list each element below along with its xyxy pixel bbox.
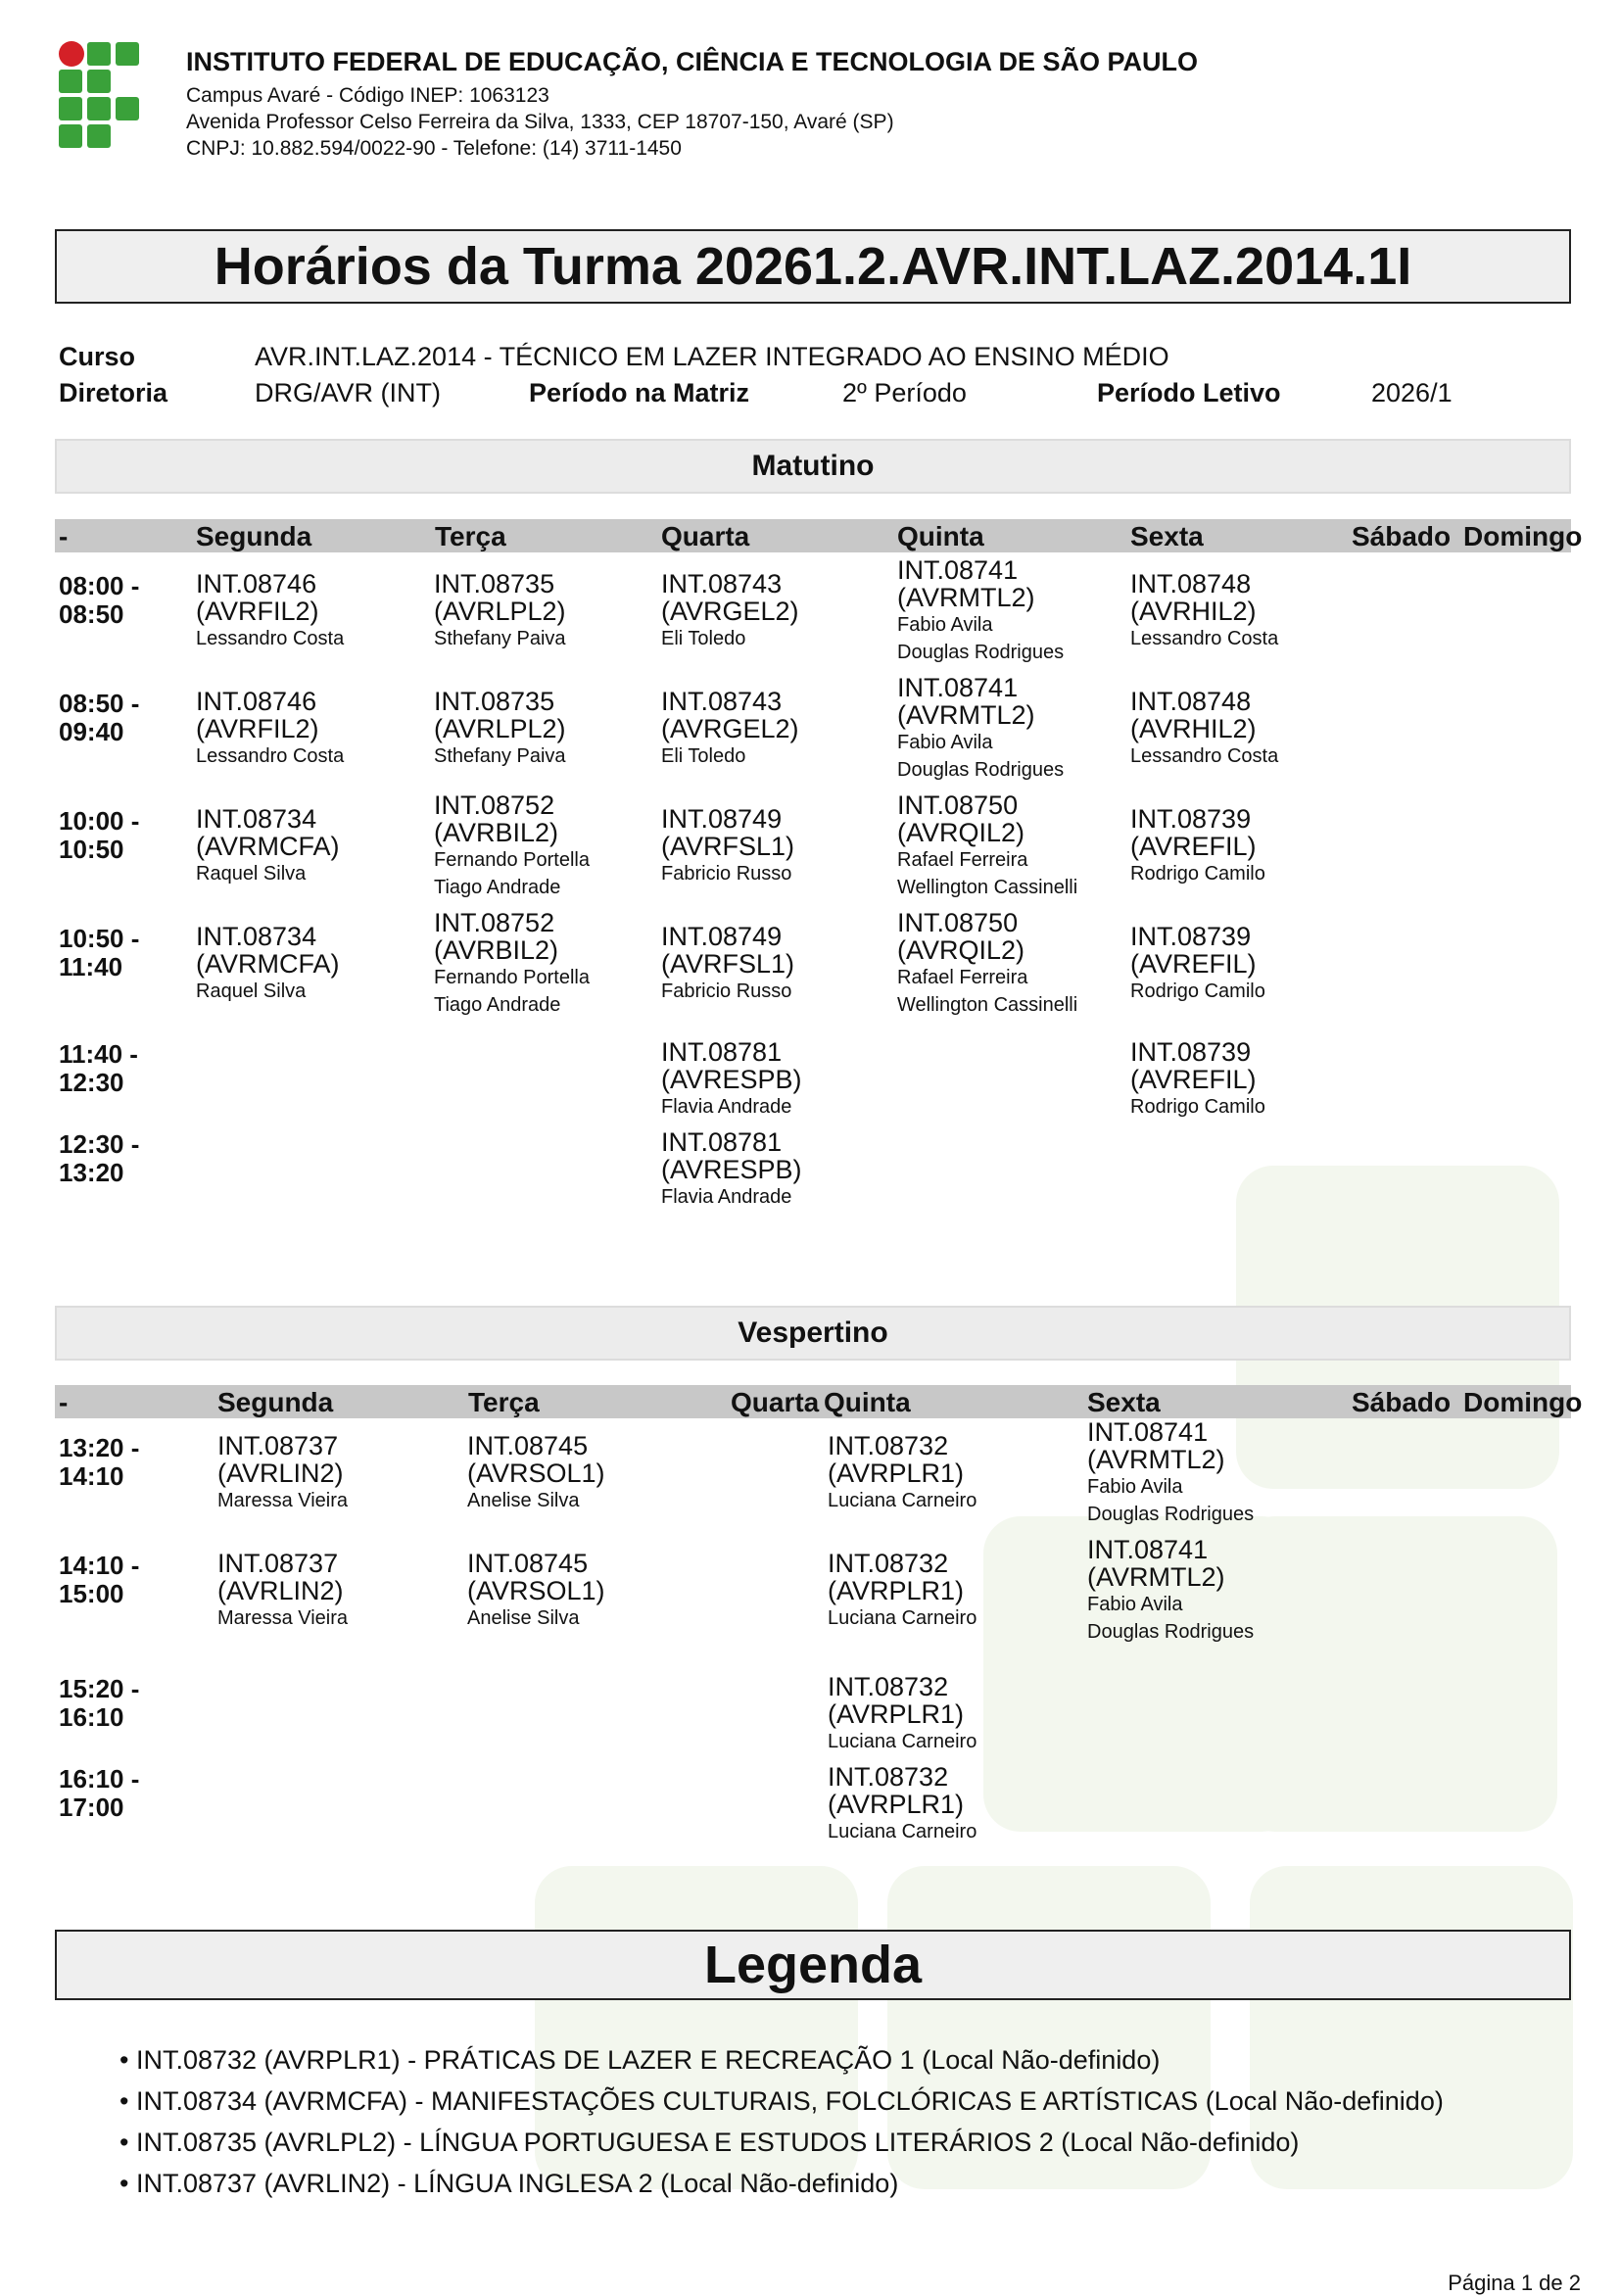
class-subject-code: (AVRPLR1) — [828, 1459, 965, 1488]
class-cell — [434, 909, 590, 1019]
teacher-name: Flavia Andrade — [661, 1096, 792, 1118]
class-code: INT.08743 — [661, 687, 783, 716]
class-code: INT.08741 — [897, 673, 1019, 702]
time-slot-line: 10:50 - — [59, 924, 140, 953]
page-title: Horários da Turma 20261.2.AVR.INT.LAZ.2014.1I — [214, 237, 1412, 296]
class-cell — [828, 1550, 977, 1632]
time-slot-line: 11:40 — [59, 952, 123, 981]
teacher-name: Raquel Silva — [196, 863, 307, 885]
class-cell — [661, 805, 794, 887]
class-cell — [217, 1432, 348, 1514]
header-sexta: Sexta — [1130, 521, 1204, 551]
institution-header — [186, 47, 1198, 162]
periodo-letivo-label: Período Letivo — [1097, 378, 1281, 407]
time-slot — [59, 807, 139, 864]
teacher-name: Maressa Vieira — [217, 1490, 349, 1511]
class-cell — [828, 1673, 977, 1755]
time-slot-line: 10:50 — [59, 835, 124, 864]
class-code: INT.08752 — [434, 790, 555, 820]
header-dash: - — [59, 1387, 69, 1417]
class-cell — [434, 570, 566, 652]
teacher-name: Rafael Ferreira — [897, 849, 1028, 871]
class-cell — [1130, 1038, 1265, 1121]
class-subject-code: (AVRESPB) — [661, 1065, 802, 1094]
class-subject-code: (AVRLIN2) — [217, 1459, 344, 1488]
time-slot — [59, 572, 139, 629]
time-slot — [59, 690, 139, 746]
class-subject-code: (AVRLPL2) — [434, 597, 566, 626]
curso-value: AVR.INT.LAZ.2014 - TÉCNICO EM LAZER INTEGRADO AO ENSINO MÉDIO — [255, 342, 1169, 371]
class-cell — [196, 923, 340, 1005]
teacher-name: Rodrigo Camilo — [1130, 1096, 1265, 1118]
time-slot — [59, 925, 139, 981]
time-slot — [59, 1765, 139, 1822]
class-subject-code: (AVRHIL2) — [1130, 597, 1257, 626]
legend-box — [55, 1930, 1571, 2000]
teacher-name: Raquel Silva — [196, 981, 307, 1002]
class-code: INT.08732 — [828, 1672, 949, 1701]
header-domingo: Domingo — [1463, 1387, 1583, 1417]
class-code: INT.08741 — [1087, 1417, 1209, 1447]
class-subject-code: (AVRBIL2) — [434, 818, 559, 847]
teacher-name: Luciana Carneiro — [828, 1731, 977, 1752]
teacher-name: Fabricio Russo — [661, 981, 792, 1002]
class-subject-code: (AVRQIL2) — [897, 935, 1025, 965]
teacher-name: Douglas Rodrigues — [1087, 1621, 1255, 1643]
class-cell — [1130, 805, 1265, 887]
class-code: INT.08781 — [661, 1127, 783, 1157]
class-cell — [1130, 923, 1265, 1005]
class-subject-code: (AVRSOL1) — [467, 1459, 605, 1488]
teacher-name: Luciana Carneiro — [828, 1607, 977, 1629]
teacher-name: Lessandro Costa — [196, 745, 345, 767]
class-code: INT.08781 — [661, 1037, 783, 1067]
teacher-name: Wellington Cassinelli — [897, 994, 1078, 1016]
class-subject-code: (AVRGEL2) — [661, 714, 799, 743]
teacher-name: Eli Toledo — [661, 628, 746, 649]
class-subject-code: (AVRLIN2) — [217, 1576, 344, 1605]
class-code: INT.08746 — [196, 569, 317, 598]
class-subject-code: (AVRPLR1) — [828, 1790, 965, 1819]
class-subject-code: (AVRFIL2) — [196, 714, 319, 743]
teacher-name: Anelise Silva — [467, 1490, 580, 1511]
class-cell — [1087, 1418, 1254, 1528]
class-code: INT.08749 — [661, 804, 783, 834]
class-code: INT.08746 — [196, 687, 317, 716]
time-slot — [59, 1040, 138, 1097]
class-cell — [661, 1038, 802, 1121]
class-subject-code: (AVRMTL2) — [897, 700, 1035, 730]
legend-title: Legenda — [703, 1936, 923, 1994]
header-segunda: Segunda — [196, 521, 312, 551]
class-cell — [196, 805, 340, 887]
time-slot — [59, 1130, 139, 1187]
class-code: INT.08739 — [1130, 922, 1252, 951]
class-cell — [217, 1550, 348, 1632]
time-slot-line: 12:30 - — [59, 1129, 140, 1159]
class-subject-code: (AVRMCFA) — [196, 832, 340, 861]
teacher-name: Fernando Portella — [434, 849, 590, 871]
time-slot-line: 16:10 — [59, 1702, 124, 1732]
teacher-name: Rafael Ferreira — [897, 967, 1028, 988]
teacher-name: Maressa Vieira — [217, 1607, 349, 1629]
time-slot-line: 13:20 — [59, 1158, 124, 1187]
class-code: INT.08735 — [434, 569, 555, 598]
class-code: INT.08745 — [467, 1431, 589, 1460]
time-slot-line: 13:20 - — [59, 1433, 140, 1462]
class-code: INT.08735 — [434, 687, 555, 716]
class-code: INT.08734 — [196, 804, 317, 834]
time-slot — [59, 1434, 139, 1491]
teacher-name: Flavia Andrade — [661, 1186, 792, 1208]
class-cell — [1087, 1536, 1254, 1646]
diretoria-label: Diretoria — [59, 378, 168, 407]
matutino-band — [55, 439, 1571, 494]
teacher-name: Fabio Avila — [1087, 1594, 1183, 1615]
class-cell — [897, 556, 1064, 666]
class-code: INT.08752 — [434, 908, 555, 937]
header-quarta: Quarta — [731, 1387, 820, 1417]
class-cell — [897, 909, 1077, 1019]
legend-item: • INT.08737 (AVRLIN2) - LÍNGUA INGLESA 2 (Local Não-definido) — [119, 2163, 1444, 2204]
time-slot-line: 08:00 - — [59, 571, 140, 600]
legend-list — [119, 2039, 1444, 2204]
class-cell — [828, 1763, 977, 1845]
teacher-name: Fabricio Russo — [661, 863, 792, 885]
class-cell — [434, 688, 566, 770]
class-code: INT.08739 — [1130, 804, 1252, 834]
teacher-name: Sthefany Paiva — [434, 745, 566, 767]
vespertino-band — [55, 1306, 1571, 1361]
header-quinta: Quinta — [897, 521, 984, 551]
header-terca: Terça — [435, 521, 506, 551]
class-subject-code: (AVRSOL1) — [467, 1576, 605, 1605]
class-subject-code: (AVREFIL) — [1130, 1065, 1257, 1094]
teacher-name: Fabio Avila — [897, 732, 993, 753]
class-subject-code: (AVRFIL2) — [196, 597, 319, 626]
matutino-header-row — [55, 519, 1583, 552]
time-slot-line: 09:40 — [59, 717, 124, 746]
curso-label: Curso — [59, 342, 136, 371]
logo-red-dot — [59, 41, 84, 67]
time-slot-line: 15:20 - — [59, 1674, 140, 1703]
class-subject-code: (AVRESPB) — [661, 1155, 802, 1184]
class-code: INT.08741 — [1087, 1535, 1209, 1564]
header-sabado: Sábado — [1352, 1387, 1452, 1417]
class-subject-code: (AVRPLR1) — [828, 1699, 965, 1729]
header-segunda: Segunda — [217, 1387, 334, 1417]
address-line: Avenida Professor Celso Ferreira da Silva, 1333, CEP 18707-150, Avaré (SP) — [186, 111, 894, 133]
time-slot-line: 14:10 - — [59, 1551, 140, 1580]
class-code: INT.08749 — [661, 922, 783, 951]
class-cell — [661, 923, 794, 1005]
legend-item: • INT.08735 (AVRLPL2) - LÍNGUA PORTUGUESA E ESTUDOS LITERÁRIOS 2 (Local Não-definido) — [119, 2122, 1444, 2163]
class-cell — [897, 791, 1077, 901]
header-sexta: Sexta — [1087, 1387, 1161, 1417]
diretoria-value: DRG/AVR (INT) — [255, 378, 441, 407]
class-code: INT.08732 — [828, 1431, 949, 1460]
class-cell — [828, 1432, 977, 1514]
class-cell — [196, 570, 344, 652]
class-code: INT.08748 — [1130, 687, 1252, 716]
teacher-name: Sthefany Paiva — [434, 628, 566, 649]
teacher-name: Tiago Andrade — [434, 877, 561, 898]
institution-name: INSTITUTO FEDERAL DE EDUCAÇÃO, CIÊNCIA E TECNOLOGIA DE SÃO PAULO — [186, 47, 1199, 76]
class-cell — [196, 688, 344, 770]
header-terca: Terça — [468, 1387, 540, 1417]
class-subject-code: (AVRFSL1) — [661, 832, 795, 861]
class-subject-code: (AVRBIL2) — [434, 935, 559, 965]
class-code: INT.08745 — [467, 1549, 589, 1578]
vespertino-title: Vespertino — [738, 1316, 888, 1349]
legend-item: • INT.08732 (AVRPLR1) - PRÁTICAS DE LAZER E RECREAÇÃO 1 (Local Não-definido) — [119, 2039, 1444, 2081]
periodo-matriz-label: Período na Matriz — [529, 378, 750, 407]
page-number: Página 1 de 2 — [1448, 2271, 1581, 2295]
class-subject-code: (AVRLPL2) — [434, 714, 566, 743]
class-subject-code: (AVRPLR1) — [828, 1576, 965, 1605]
class-subject-code: (AVRMTL2) — [1087, 1445, 1225, 1474]
class-code: INT.08739 — [1130, 1037, 1252, 1067]
class-code: INT.08732 — [828, 1762, 949, 1792]
time-slot-line: 17:00 — [59, 1793, 124, 1822]
class-subject-code: (AVRMCFA) — [196, 949, 340, 979]
periodo-matriz-value: 2º Período — [842, 378, 967, 407]
class-subject-code: (AVREFIL) — [1130, 949, 1257, 979]
teacher-name: Fabio Avila — [897, 614, 993, 636]
teacher-name: Lessandro Costa — [1130, 628, 1279, 649]
teacher-name: Lessandro Costa — [196, 628, 345, 649]
class-code: INT.08743 — [661, 569, 783, 598]
teacher-name: Lessandro Costa — [1130, 745, 1279, 767]
header-sabado: Sábado — [1352, 521, 1452, 551]
header-quarta: Quarta — [661, 521, 750, 551]
class-subject-code: (AVREFIL) — [1130, 832, 1257, 861]
institute-logo — [59, 41, 142, 151]
matutino-title: Matutino — [751, 450, 875, 482]
class-code: INT.08750 — [897, 790, 1019, 820]
class-subject-code: (AVRMTL2) — [897, 583, 1035, 612]
time-slot — [59, 1675, 139, 1732]
class-code: INT.08732 — [828, 1549, 949, 1578]
legend-item: • INT.08734 (AVRMCFA) - MANIFESTAÇÕES CULTURAIS, FOLCLÓRICAS E ARTÍSTICAS (Local Não-definido) — [119, 2081, 1444, 2122]
teacher-name: Douglas Rodrigues — [1087, 1504, 1255, 1525]
time-slot-line: 11:40 - — [59, 1039, 138, 1069]
class-cell — [897, 674, 1064, 784]
title-box — [55, 229, 1571, 304]
teacher-name: Douglas Rodrigues — [897, 642, 1065, 663]
class-code: INT.08737 — [217, 1549, 339, 1578]
class-cell — [661, 1128, 802, 1211]
time-slot-line: 12:30 — [59, 1068, 124, 1097]
teacher-name: Anelise Silva — [467, 1607, 580, 1629]
class-subject-code: (AVRMTL2) — [1087, 1562, 1225, 1592]
periodo-letivo-value: 2026/1 — [1371, 378, 1453, 407]
class-cell — [467, 1432, 605, 1514]
teacher-name: Fernando Portella — [434, 967, 590, 988]
teacher-name: Fabio Avila — [1087, 1476, 1183, 1498]
teacher-name: Tiago Andrade — [434, 994, 561, 1016]
watermark-block — [1238, 1516, 1557, 1832]
teacher-name: Douglas Rodrigues — [897, 759, 1065, 781]
class-cell — [1130, 570, 1278, 652]
class-cell — [434, 791, 590, 901]
header-quinta: Quinta — [824, 1387, 911, 1417]
class-subject-code: (AVRHIL2) — [1130, 714, 1257, 743]
teacher-name: Wellington Cassinelli — [897, 877, 1078, 898]
header-dash: - — [59, 521, 69, 551]
class-cell — [467, 1550, 605, 1632]
teacher-name: Luciana Carneiro — [828, 1821, 977, 1842]
time-slot-line: 14:10 — [59, 1461, 124, 1491]
time-slot-line: 16:10 - — [59, 1764, 140, 1794]
class-code: INT.08734 — [196, 922, 317, 951]
vespertino-header-row — [55, 1385, 1583, 1418]
campus-line: Campus Avaré - Código INEP: 1063123 — [186, 84, 549, 107]
time-slot-line: 08:50 - — [59, 689, 140, 718]
class-code: INT.08748 — [1130, 569, 1252, 598]
time-slot-line: 08:50 — [59, 599, 124, 629]
teacher-name: Eli Toledo — [661, 745, 746, 767]
time-slot-line: 10:00 - — [59, 806, 140, 836]
class-cell — [1130, 688, 1278, 770]
class-code: INT.08741 — [897, 555, 1019, 585]
header-domingo: Domingo — [1463, 521, 1583, 551]
class-code: INT.08737 — [217, 1431, 339, 1460]
class-subject-code: (AVRQIL2) — [897, 818, 1025, 847]
class-cell — [661, 570, 799, 652]
class-cell — [661, 688, 799, 770]
teacher-name: Rodrigo Camilo — [1130, 863, 1265, 885]
time-slot — [59, 1552, 139, 1608]
class-subject-code: (AVRGEL2) — [661, 597, 799, 626]
contact-line: CNPJ: 10.882.594/0022-90 - Telefone: (14) 3711-1450 — [186, 137, 682, 160]
teacher-name: Rodrigo Camilo — [1130, 981, 1265, 1002]
time-slot-line: 15:00 — [59, 1579, 124, 1608]
teacher-name: Luciana Carneiro — [828, 1490, 977, 1511]
class-subject-code: (AVRFSL1) — [661, 949, 795, 979]
class-code: INT.08750 — [897, 908, 1019, 937]
